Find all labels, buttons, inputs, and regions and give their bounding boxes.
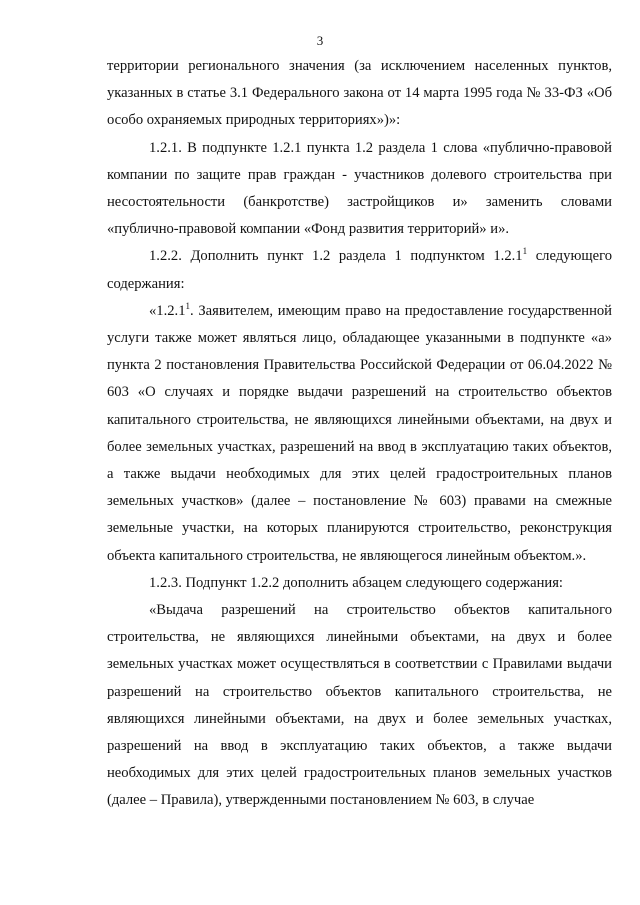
paragraph-1-2-2-text-before: 1.2.2. Дополнить пункт 1.2 раздела 1 подпунктом 1.2.1 xyxy=(149,248,523,265)
paragraph-1-2-2 xyxy=(107,243,612,297)
paragraph-1-2-2-text-after: следующего содержания: xyxy=(107,248,612,292)
paragraph-1-2-3: 1.2.3. Подпункт 1.2.2 дополнить абзацем следующего содержания: xyxy=(149,574,563,591)
paragraph-issuance-quote: «Выдача разрешений на строительство объектов капитального строительства, не являющихся линейными объектами, на двух и более земельных участках может осуществляться в соответствии с Правилами выдачи разрешений на строительство объектов капитального строительства, не являющихся линейными объектами, на двух и более земельных участках, разрешений на ввод в эксплуатацию таких объектов, а также выдачи необходимых для этих целей градостроительных планов земельных участков (далее – Правила), утвержденными постановлением № 603, в случае xyxy=(107,602,612,809)
paragraph-1-2-1-1-superscript: 1 xyxy=(185,300,190,311)
document-body xyxy=(107,53,612,815)
page-number: 3 xyxy=(316,33,324,48)
paragraph-territory-exclusion: территории регионального значения (за исключением населенных пунктов, указанных в статье 3.1 Федерального закона от 14 марта 1995 года № 33-ФЗ «Об особо охраняемых природных территориях»)»: xyxy=(107,58,612,129)
paragraph-1-2-1: 1.2.1. В подпункте 1.2.1 пункта 1.2 раздела 1 слова «публично-правовой компании по защите прав граждан - участников долевого строительства при несостоятельности (банкротстве) застройщиков и» заменить словами «публично-правовой компании «Фонд развития территорий» и». xyxy=(107,139,612,238)
paragraph-1-2-1-1-quote xyxy=(107,298,612,570)
paragraph-1-2-1-1-number: «1.2.1 xyxy=(149,302,186,319)
paragraph-1-2-1-1-text: . Заявителем, имеющим право на предоставление государственной услуги также может являться лицо, обладающее указанными в подпункте «а» пункта 2 постановления Правительства Российской Федерации от 06.04.2022 № 603 «О случаях и порядке выдачи разрешений на строительство объектов капитального строительства, не являющихся линейными объектами, на двух и более земельных участках, разрешений на ввод в эксплуатацию таких объектов, а также выдачи необходимых для этих целей градостроительных планов земельных участков» (далее – постановление № 603) правами на смежные земельные участки, на которых планируются строительство, реконструкция объекта капитального строительства, не являющегося линейным объектом.». xyxy=(107,302,612,564)
paragraph-1-2-2-superscript: 1 xyxy=(522,246,528,257)
